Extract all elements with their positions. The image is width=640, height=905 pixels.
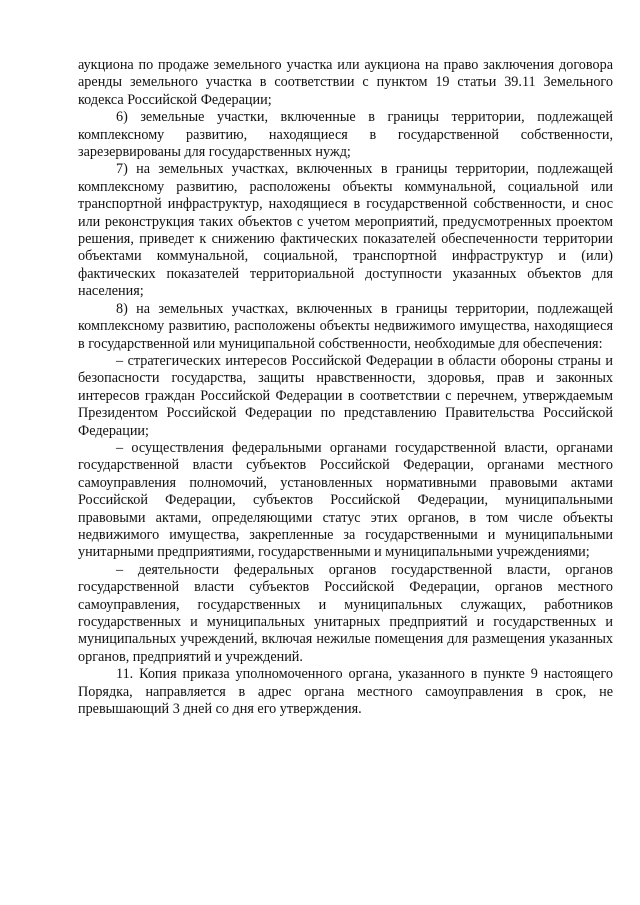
paragraph-continuation: аукциона по продаже земельного участка или аукциона на право заключения договора аренды земельного участка в соответствии с пунктом 19 статьи 39.11 Земельного кодекса Российской Федерации; <box>78 57 613 108</box>
bullet-strategic-interests: – стратегических интересов Российской Федерации в области обороны страны и безопасности государства, защиты нравственности, здоровья, прав и законных интересов граждан Российской Федерации в соответствии с перечнем, утверждаемым Президентом Российской Федерации по представлению Правительства Российской Федерации; <box>78 352 613 439</box>
document-page <box>78 57 613 718</box>
paragraph-item-11: 11. Копия приказа уполномоченного органа, указанного в пункте 9 настоящего Порядка, направляется в адрес органа местного самоуправления в срок, не превышающий 3 дней со дня его утверждения. <box>78 666 613 718</box>
bullet-authorities-activity: – деятельности федеральных органов государственной власти, органов государственной власти субъектов Российской Федерации, органов местного самоуправления, государственных и муниципальных служащих, работников государственных и муниципальных унитарных предприятий и государственных и муниципальных учреждений, включая нежилые помещения для размещения указанных органов, предприятий и учреждений. <box>78 561 613 665</box>
paragraph-item-6: 6) земельные участки, включенные в границы территории, подлежащей комплексному развитию, находящиеся в государственной собственности, зарезервированы для государственных нужд; <box>78 109 613 161</box>
paragraph-item-8: 8) на земельных участках, включенных в границы территории, подлежащей комплексному развитию, расположены объекты недвижимого имущества, находящиеся в государственной или муниципальной собственности, необходимые для обеспечения: <box>78 300 613 352</box>
bullet-authorities-powers: – осуществления федеральными органами государственной власти, органами государственной власти субъектов Российской Федерации, органами местного самоуправления полномочий, установленных нормативными правовыми актами Российской Федерации, субъектов Российской Федерации, муниципальными правовыми актами, определяющими статус этих органов, в том числе объекты недвижимого имущества, закрепленные за государственными и муниципальными унитарными предприятиями, государственными и муниципальными учреждениями; <box>78 439 613 561</box>
paragraph-item-7: 7) на земельных участках, включенных в границы территории, подлежащей комплексному развитию, расположены объекты коммунальной, социальной или транспортной инфраструктур, находящиеся в государственной собственности, и снос или реконструкция таких объектов с учетом мероприятий, предусмотренных проектом решения, приведет к снижению фактических показателей обеспеченности территории объектами коммунальной, социальной, транспортной инфраструктур и (или) фактических показателей территориальной доступности указанных объектов для населения; <box>78 161 613 300</box>
